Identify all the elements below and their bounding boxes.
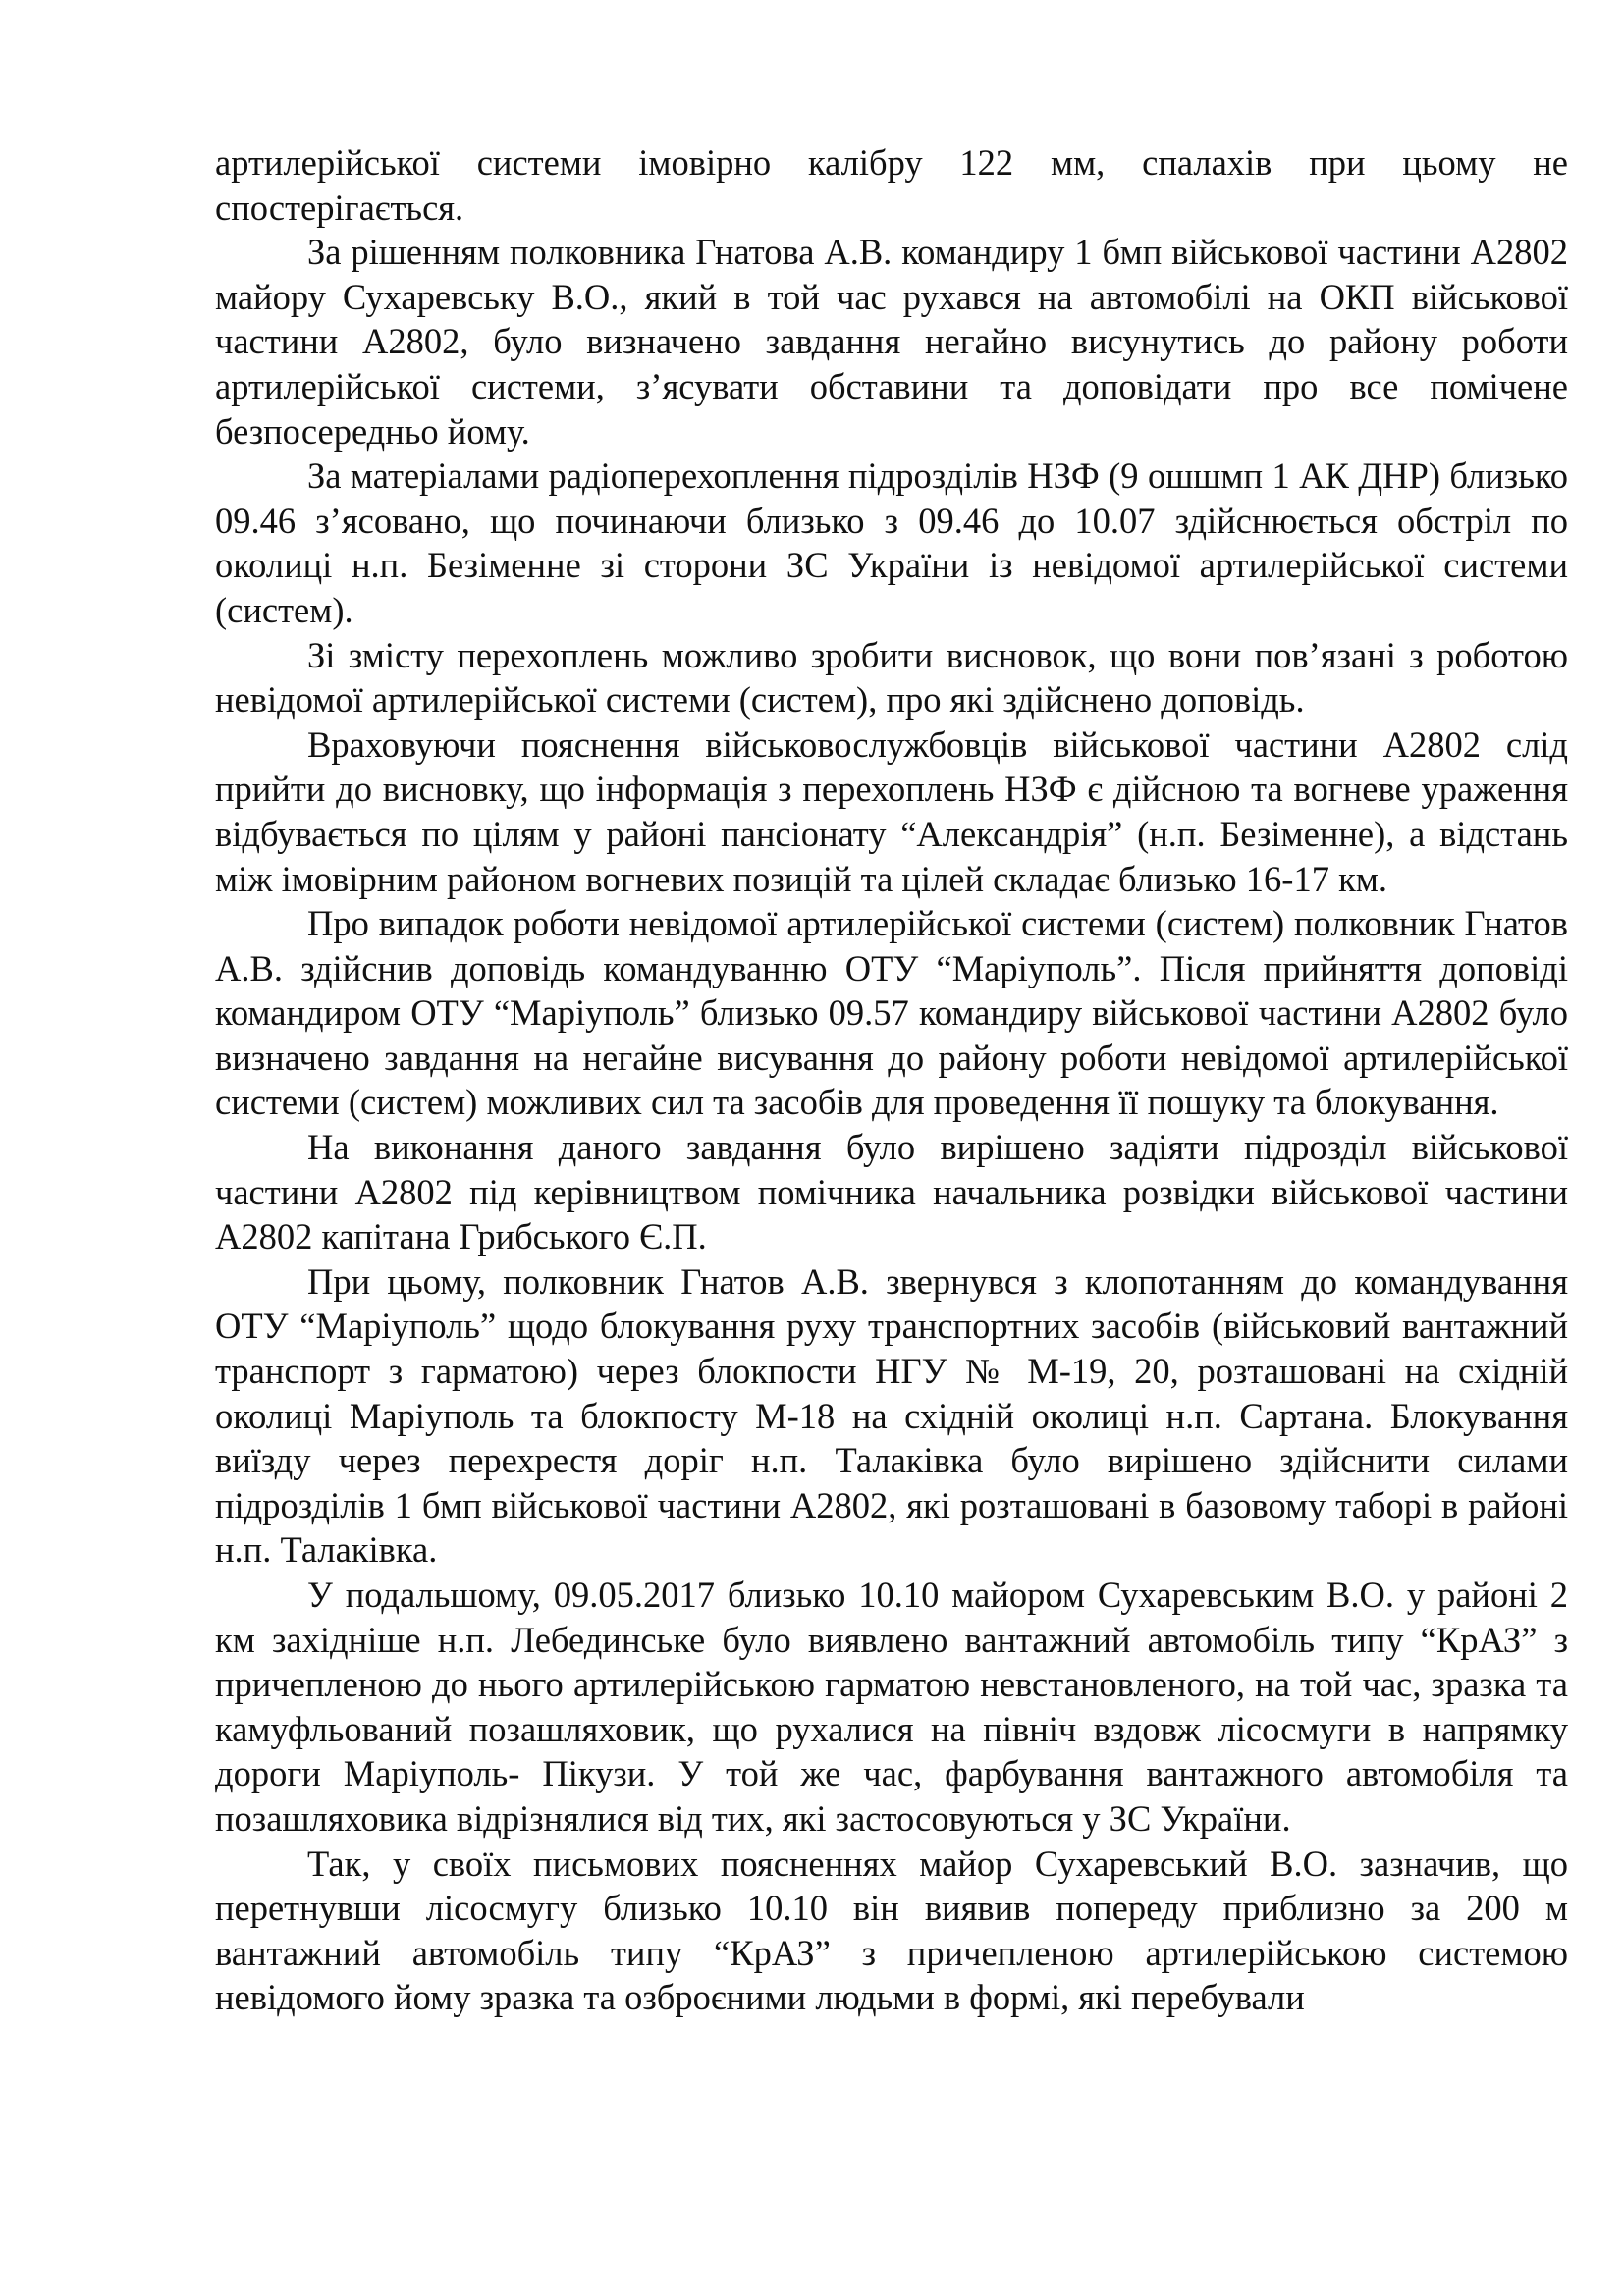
paragraph-written-explanation: Так, у своїх письмових поясненнях майор Сухаревський В.О. зазначив, що перетнувши лісосмугу близько 10.10 він виявив попереду приблизно за 200 м вантажний автомобіль типу “КрАЗ” з причепленою артилерійською системою невідомого йому зразка та озброєними людьми в формі, які перебували	[215, 1842, 1568, 2018]
paragraph-report-command: Про випадок роботи невідомої артилерійської системи (систем) полковник Гнатов А.В. здійснив доповідь командуванню ОТУ “Маріуполь”. Після прийняття доповіді командиром ОТУ “Маріуполь” близько 09.57 командиру військової частини А2802 було визначено завдання на негайне висування до району роботи невідомої артилерійської системи (систем) можливих сил та засобів для проведення її пошуку та блокування.	[215, 903, 1568, 1123]
paragraph-continuation: артилерійської системи імовірно калібру 122 мм, спалахів при цьому не спостерігається.	[215, 142, 1568, 228]
document-page	[215, 140, 1568, 2020]
paragraph-checkpoint-blocking: При цьому, полковник Гнатов А.В. звернувся з клопотанням до командування ОТУ “Маріуполь” щодо блокування руху транспортних засобів (військовий вантажний транспорт з гарматою) через блокпости НГУ № М-19, 20, розташовані на східній околиці Маріуполь та блокпосту М-18 на східній околиці н.п. Сартана. Блокування виїзду через перехрестя доріг н.п. Талаківка було вирішено здійснити силами підрозділів 1 бмп військової частини А2802, які розташовані в базовому таборі в районі н.п. Талаківка.	[215, 1260, 1568, 1571]
paragraph-distance-analysis: Враховуючи пояснення військовослужбовців військової частини А2802 слід прийти до висновку, що інформація з перехоплень НЗФ є дійсною та вогневе ураження відбувається по цілям у районі пансіонату “Александрія” (н.п. Безіменне), а відстань між імовірним районом вогневих позицій та цілей складає близько 16-17 км.	[215, 723, 1568, 899]
paragraph-radio-intercept: За матеріалами радіоперехоплення підрозділів НЗФ (9 ошшмп 1 АК ДНР) близько 09.46 з’ясовано, що починаючи близько з 09.46 до 10.07 здійснюється обстріл по околиці н.п. Безіменне зі сторони ЗС України із невідомої артилерійської системи (систем).	[215, 455, 1568, 630]
paragraph-vehicle-detection: У подальшому, 09.05.2017 близько 10.10 майором Сухаревським В.О. у районі 2 км західніше н.п. Лебединське було виявлено вантажний автомобіль типу “КрАЗ” з причепленою до нього артилерійською гарматою невстановленого, на той час, зразка та камуфльований позашляховик, що рухалися на північ вздовж лісосмуги в напрямку дороги Маріуполь- Пікузи. У той же час, фарбування вантажного автомобіля та позашляховика відрізнялися від тих, які застосовуються у ЗС України.	[215, 1575, 1568, 1839]
paragraph-intercept-conclusion: Зі змісту перехоплень можливо зробити висновок, що вони пов’язані з роботою невідомої артилерійської системи (систем), про які здійснено доповідь.	[215, 634, 1568, 721]
paragraph-decision: За рішенням полковника Гнатова А.В. командиру 1 бмп військової частини А2802 майору Сухаревську В.О., який в той час рухався на автомобілі на ОКП військової частини А2802, було визначено завдання негайно висунутись до району роботи артилерійської системи, з’ясувати обставини та доповідати про все помічене безпосередньо йому.	[215, 232, 1568, 452]
paragraph-unit-assignment: На виконання даного завдання було вирішено задіяти підрозділ військової частини А2802 під керівництвом помічника начальника розвідки військової частини А2802 капітана Грибського Є.П.	[215, 1127, 1568, 1257]
